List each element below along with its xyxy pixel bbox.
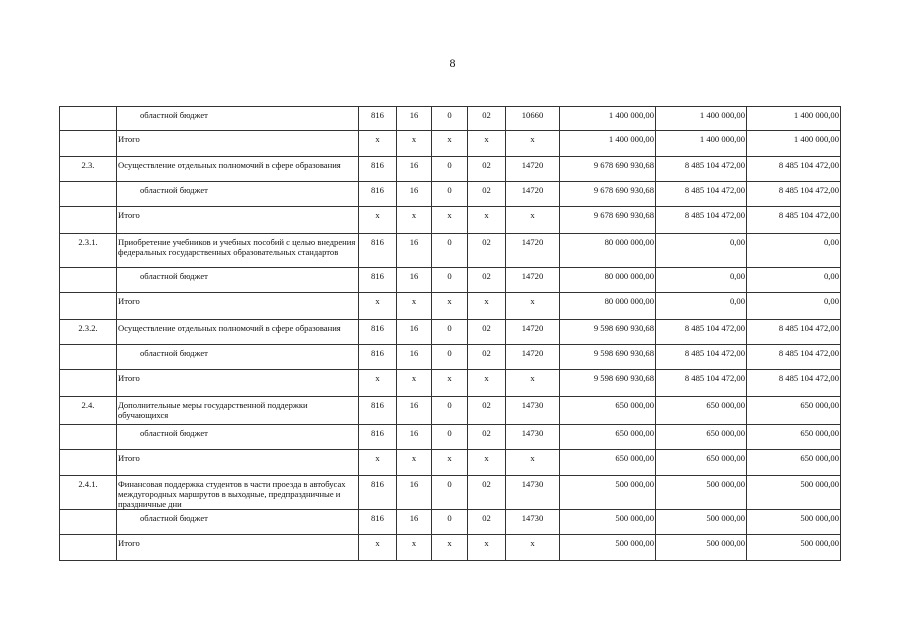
table-row xyxy=(60,131,841,157)
row-name: Осуществление отдельных полномочий в сфере образования xyxy=(117,157,359,182)
code-target: x xyxy=(506,370,560,397)
row-name: Итого xyxy=(117,535,359,561)
code-section: x xyxy=(397,207,432,234)
code-subsection: 0 xyxy=(432,425,468,450)
code-target: 14730 xyxy=(506,425,560,450)
table-row xyxy=(60,510,841,535)
code-target: 14720 xyxy=(506,157,560,182)
code-target: x xyxy=(506,131,560,157)
code-ministry: 816 xyxy=(359,476,397,510)
row-name: областной бюджет xyxy=(117,510,359,535)
code-subsection: 0 xyxy=(432,476,468,510)
code-program: 02 xyxy=(468,107,506,131)
amount-year-1: 9 598 690 930,68 xyxy=(560,345,656,370)
amount-year-2: 650 000,00 xyxy=(656,450,747,476)
code-target: x xyxy=(506,293,560,320)
amount-year-1: 9 678 690 930,68 xyxy=(560,182,656,207)
code-program: x xyxy=(468,535,506,561)
amount-year-1: 80 000 000,00 xyxy=(560,268,656,293)
code-section: 16 xyxy=(397,157,432,182)
amount-year-2: 1 400 000,00 xyxy=(656,131,747,157)
code-subsection: 0 xyxy=(432,320,468,345)
code-ministry: 816 xyxy=(359,182,397,207)
amount-year-3: 0,00 xyxy=(747,268,841,293)
code-target: 14730 xyxy=(506,397,560,425)
code-ministry: 816 xyxy=(359,157,397,182)
table-row xyxy=(60,234,841,268)
amount-year-1: 1 400 000,00 xyxy=(560,131,656,157)
row-index xyxy=(60,535,117,561)
amount-year-2: 8 485 104 472,00 xyxy=(656,320,747,345)
table-row xyxy=(60,535,841,561)
amount-year-2: 650 000,00 xyxy=(656,397,747,425)
amount-year-2: 1 400 000,00 xyxy=(656,107,747,131)
table-row xyxy=(60,157,841,182)
table-row xyxy=(60,425,841,450)
code-section: 16 xyxy=(397,182,432,207)
code-section: x xyxy=(397,370,432,397)
amount-year-2: 8 485 104 472,00 xyxy=(656,157,747,182)
row-name: Итого xyxy=(117,370,359,397)
table-row xyxy=(60,450,841,476)
row-index xyxy=(60,107,117,131)
code-target: 14730 xyxy=(506,476,560,510)
amount-year-1: 650 000,00 xyxy=(560,450,656,476)
code-section: x xyxy=(397,450,432,476)
code-subsection: 0 xyxy=(432,107,468,131)
row-index xyxy=(60,268,117,293)
amount-year-3: 8 485 104 472,00 xyxy=(747,182,841,207)
amount-year-3: 1 400 000,00 xyxy=(747,107,841,131)
code-target: 14720 xyxy=(506,320,560,345)
amount-year-1: 9 598 690 930,68 xyxy=(560,370,656,397)
amount-year-3: 650 000,00 xyxy=(747,425,841,450)
code-subsection: 0 xyxy=(432,345,468,370)
row-index xyxy=(60,207,117,234)
code-program: 02 xyxy=(468,182,506,207)
code-program: 02 xyxy=(468,397,506,425)
table-row xyxy=(60,320,841,345)
code-subsection: x xyxy=(432,535,468,561)
row-name: Итого xyxy=(117,293,359,320)
amount-year-3: 500 000,00 xyxy=(747,535,841,561)
code-program: x xyxy=(468,293,506,320)
amount-year-3: 0,00 xyxy=(747,234,841,268)
amount-year-1: 500 000,00 xyxy=(560,510,656,535)
code-target: 10660 xyxy=(506,107,560,131)
table-row xyxy=(60,207,841,234)
table-row xyxy=(60,107,841,131)
code-section: 16 xyxy=(397,476,432,510)
table-row xyxy=(60,370,841,397)
code-ministry: 816 xyxy=(359,320,397,345)
code-section: 16 xyxy=(397,234,432,268)
table-row xyxy=(60,397,841,425)
code-program: 02 xyxy=(468,157,506,182)
code-section: 16 xyxy=(397,268,432,293)
amount-year-2: 8 485 104 472,00 xyxy=(656,207,747,234)
code-program: x xyxy=(468,131,506,157)
code-ministry: x xyxy=(359,207,397,234)
code-program: x xyxy=(468,450,506,476)
row-name: Итого xyxy=(117,131,359,157)
code-target: 14730 xyxy=(506,510,560,535)
row-index: 2.3.1. xyxy=(60,234,117,268)
row-index xyxy=(60,131,117,157)
code-program: 02 xyxy=(468,345,506,370)
amount-year-2: 0,00 xyxy=(656,234,747,268)
amount-year-2: 650 000,00 xyxy=(656,425,747,450)
row-name: Осуществление отдельных полномочий в сфере образования xyxy=(117,320,359,345)
amount-year-3: 500 000,00 xyxy=(747,510,841,535)
code-program: 02 xyxy=(468,476,506,510)
code-ministry: x xyxy=(359,535,397,561)
amount-year-2: 0,00 xyxy=(656,293,747,320)
code-ministry: 816 xyxy=(359,425,397,450)
code-ministry: 816 xyxy=(359,268,397,293)
code-program: 02 xyxy=(468,268,506,293)
row-index xyxy=(60,510,117,535)
row-name: областной бюджет xyxy=(117,182,359,207)
amount-year-1: 80 000 000,00 xyxy=(560,293,656,320)
code-subsection: x xyxy=(432,293,468,320)
amount-year-2: 8 485 104 472,00 xyxy=(656,182,747,207)
amount-year-3: 8 485 104 472,00 xyxy=(747,157,841,182)
code-subsection: x xyxy=(432,131,468,157)
amount-year-3: 500 000,00 xyxy=(747,476,841,510)
code-section: 16 xyxy=(397,107,432,131)
code-section: x xyxy=(397,131,432,157)
code-ministry: 816 xyxy=(359,345,397,370)
code-ministry: x xyxy=(359,450,397,476)
code-subsection: 0 xyxy=(432,397,468,425)
amount-year-1: 80 000 000,00 xyxy=(560,234,656,268)
amount-year-2: 8 485 104 472,00 xyxy=(656,370,747,397)
amount-year-1: 650 000,00 xyxy=(560,397,656,425)
code-section: 16 xyxy=(397,425,432,450)
amount-year-1: 1 400 000,00 xyxy=(560,107,656,131)
code-section: 16 xyxy=(397,397,432,425)
code-subsection: 0 xyxy=(432,268,468,293)
amount-year-1: 9 678 690 930,68 xyxy=(560,207,656,234)
row-index xyxy=(60,370,117,397)
amount-year-1: 500 000,00 xyxy=(560,535,656,561)
row-index: 2.3. xyxy=(60,157,117,182)
table-row xyxy=(60,182,841,207)
row-name: областной бюджет xyxy=(117,345,359,370)
amount-year-1: 650 000,00 xyxy=(560,425,656,450)
amount-year-2: 0,00 xyxy=(656,268,747,293)
row-index: 2.4.1. xyxy=(60,476,117,510)
code-subsection: x xyxy=(432,207,468,234)
code-subsection: 0 xyxy=(432,234,468,268)
row-index xyxy=(60,182,117,207)
amount-year-2: 500 000,00 xyxy=(656,476,747,510)
row-name: Итого xyxy=(117,207,359,234)
amount-year-1: 500 000,00 xyxy=(560,476,656,510)
row-name: Финансовая поддержка студентов в части проезда в автобусах междугородных маршрутов в выходные, предпраздничные и праздничные дни xyxy=(117,476,359,510)
code-ministry: x xyxy=(359,293,397,320)
code-target: 14720 xyxy=(506,345,560,370)
code-subsection: 0 xyxy=(432,182,468,207)
code-program: 02 xyxy=(468,425,506,450)
row-index xyxy=(60,450,117,476)
table-row xyxy=(60,268,841,293)
code-ministry: x xyxy=(359,370,397,397)
amount-year-3: 8 485 104 472,00 xyxy=(747,370,841,397)
amount-year-3: 1 400 000,00 xyxy=(747,131,841,157)
row-name: Дополнительные меры государственной поддержки обучающихся xyxy=(117,397,359,425)
row-index xyxy=(60,293,117,320)
table-row xyxy=(60,345,841,370)
row-name: Итого xyxy=(117,450,359,476)
code-section: 16 xyxy=(397,345,432,370)
code-program: x xyxy=(468,207,506,234)
code-target: 14720 xyxy=(506,234,560,268)
amount-year-2: 8 485 104 472,00 xyxy=(656,345,747,370)
code-target: 14720 xyxy=(506,268,560,293)
code-ministry: 816 xyxy=(359,510,397,535)
code-target: 14720 xyxy=(506,182,560,207)
row-name: Приобретение учебников и учебных пособий с целью внедрения федеральных государственных образовательных стандартов xyxy=(117,234,359,268)
row-name: областной бюджет xyxy=(117,107,359,131)
code-section: x xyxy=(397,535,432,561)
code-program: x xyxy=(468,370,506,397)
code-target: x xyxy=(506,535,560,561)
code-ministry: 816 xyxy=(359,234,397,268)
row-index: 2.4. xyxy=(60,397,117,425)
row-index xyxy=(60,345,117,370)
page-number: 8 xyxy=(449,56,456,70)
amount-year-3: 650 000,00 xyxy=(747,397,841,425)
code-ministry: 816 xyxy=(359,107,397,131)
code-ministry: x xyxy=(359,131,397,157)
code-subsection: 0 xyxy=(432,157,468,182)
row-name: областной бюджет xyxy=(117,425,359,450)
amount-year-3: 8 485 104 472,00 xyxy=(747,320,841,345)
code-section: 16 xyxy=(397,510,432,535)
amount-year-2: 500 000,00 xyxy=(656,535,747,561)
amount-year-2: 500 000,00 xyxy=(656,510,747,535)
amount-year-3: 0,00 xyxy=(747,293,841,320)
code-program: 02 xyxy=(468,320,506,345)
code-subsection: x xyxy=(432,450,468,476)
row-name: областной бюджет xyxy=(117,268,359,293)
budget-table xyxy=(59,106,841,561)
amount-year-3: 8 485 104 472,00 xyxy=(747,345,841,370)
code-program: 02 xyxy=(468,234,506,268)
table-row xyxy=(60,476,841,510)
code-target: x xyxy=(506,207,560,234)
amount-year-3: 650 000,00 xyxy=(747,450,841,476)
code-program: 02 xyxy=(468,510,506,535)
code-ministry: 816 xyxy=(359,397,397,425)
code-subsection: 0 xyxy=(432,510,468,535)
row-index: 2.3.2. xyxy=(60,320,117,345)
code-section: x xyxy=(397,293,432,320)
table-row xyxy=(60,293,841,320)
amount-year-1: 9 678 690 930,68 xyxy=(560,157,656,182)
amount-year-1: 9 598 690 930,68 xyxy=(560,320,656,345)
row-index xyxy=(60,425,117,450)
code-section: 16 xyxy=(397,320,432,345)
code-target: x xyxy=(506,450,560,476)
table-body xyxy=(60,107,841,561)
amount-year-3: 8 485 104 472,00 xyxy=(747,207,841,234)
code-subsection: x xyxy=(432,370,468,397)
